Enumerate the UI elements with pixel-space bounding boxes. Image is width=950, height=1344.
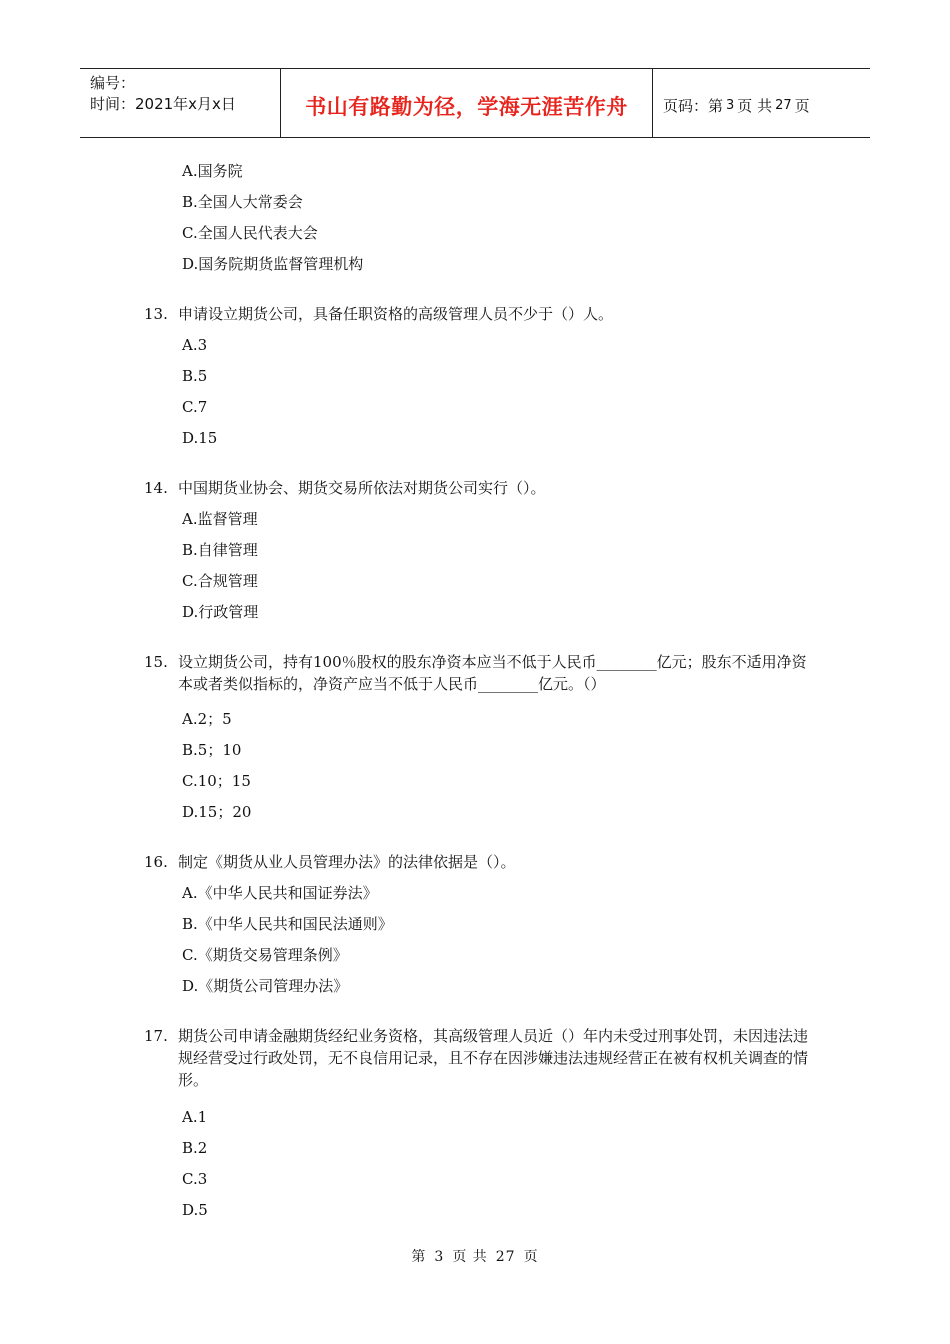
question-15-option-a: A.2；5 — [182, 710, 232, 728]
header-meta — [80, 69, 281, 137]
question-14-number: 14. — [144, 479, 168, 497]
question-15-number: 15. — [144, 653, 168, 671]
question-13-option-a: A.3 — [182, 336, 208, 354]
question-16-option-a: A.《中华人民共和国证券法》 — [182, 884, 378, 902]
footer-post: 页 — [523, 1249, 539, 1265]
question-16-number: 16. — [144, 853, 168, 871]
question-17-option-b: B.2 — [182, 1139, 208, 1157]
question-15-option-b: B.5；10 — [182, 741, 242, 759]
question-17-option-c: C.3 — [182, 1170, 208, 1188]
footer-pre: 第 — [411, 1249, 427, 1265]
question-14-option-c: C.合规管理 — [182, 572, 258, 590]
question-14-option-b: B.自律管理 — [182, 541, 258, 559]
header-page-current: 3 — [726, 97, 735, 113]
header-page-total: 27 — [775, 97, 792, 113]
header-number-label: 编号： — [90, 74, 136, 92]
prev-option-a: A.国务院 — [182, 162, 243, 180]
header-motto: 书山有路勤为径，学海无涯苦作舟 — [281, 69, 653, 137]
question-14-option-a: A.监督管理 — [182, 510, 258, 528]
question-16-option-b: B.《中华人民共和国民法通则》 — [182, 915, 393, 933]
question-16-option-c: C.《期货交易管理条例》 — [182, 946, 348, 964]
header-page-info — [653, 69, 870, 137]
question-16-option-d: D.《期货公司管理办法》 — [182, 977, 349, 995]
question-13-option-c: C.7 — [182, 398, 208, 416]
page-footer — [0, 1246, 950, 1266]
footer-current: 3 — [434, 1249, 445, 1265]
question-15-option-d: D.15；20 — [182, 803, 252, 821]
header-page-mid: 页 共 — [737, 96, 773, 115]
page-header — [80, 68, 870, 138]
question-17-text: 期货公司申请金融期货经纪业务资格，其高级管理人员近（）年内未受过刑事处罚，未因违法违规经营受过行政处罚，无不良信用记录，且不存在因涉嫌违法违规经营正在被有权机关调查的情形。 — [178, 1027, 809, 1089]
prev-option-d: D.国务院期货监督管理机构 — [182, 255, 364, 273]
prev-option-c: C.全国人民代表大会 — [182, 224, 318, 242]
question-13-option-d: D.15 — [182, 429, 218, 447]
question-13-option-b: B.5 — [182, 367, 208, 385]
question-17-option-d: D.5 — [182, 1201, 208, 1219]
question-13-text: 申请设立期货公司，具备任职资格的高级管理人员不少于（）人。 — [178, 305, 614, 323]
header-page-post: 页 — [794, 96, 810, 115]
header-time-label: 时间：2021年x月x日 — [90, 95, 236, 113]
question-15-option-c: C.10；15 — [182, 772, 251, 790]
header-page-pre: 页码：第 — [663, 96, 724, 115]
prev-option-b: B.全国人大常委会 — [182, 193, 303, 211]
question-14-text: 中国期货业协会、期货交易所依法对期货公司实行（）。 — [178, 479, 546, 497]
footer-mid: 页 共 — [452, 1249, 488, 1265]
footer-total: 27 — [495, 1249, 516, 1265]
question-17-option-a: A.1 — [182, 1108, 208, 1126]
question-13-number: 13. — [144, 305, 168, 323]
question-14-option-d: D.行政管理 — [182, 603, 259, 621]
question-16-text: 制定《期货从业人员管理办法》的法律依据是（）。 — [178, 853, 516, 871]
question-17-number: 17. — [144, 1027, 168, 1045]
question-15-text: 设立期货公司，持有100％股权的股东净资本应当不低于人民币________亿元；股东不适用净资本或者类似指标的，净资产应当不低于人民币________亿元。（） — [178, 653, 807, 693]
